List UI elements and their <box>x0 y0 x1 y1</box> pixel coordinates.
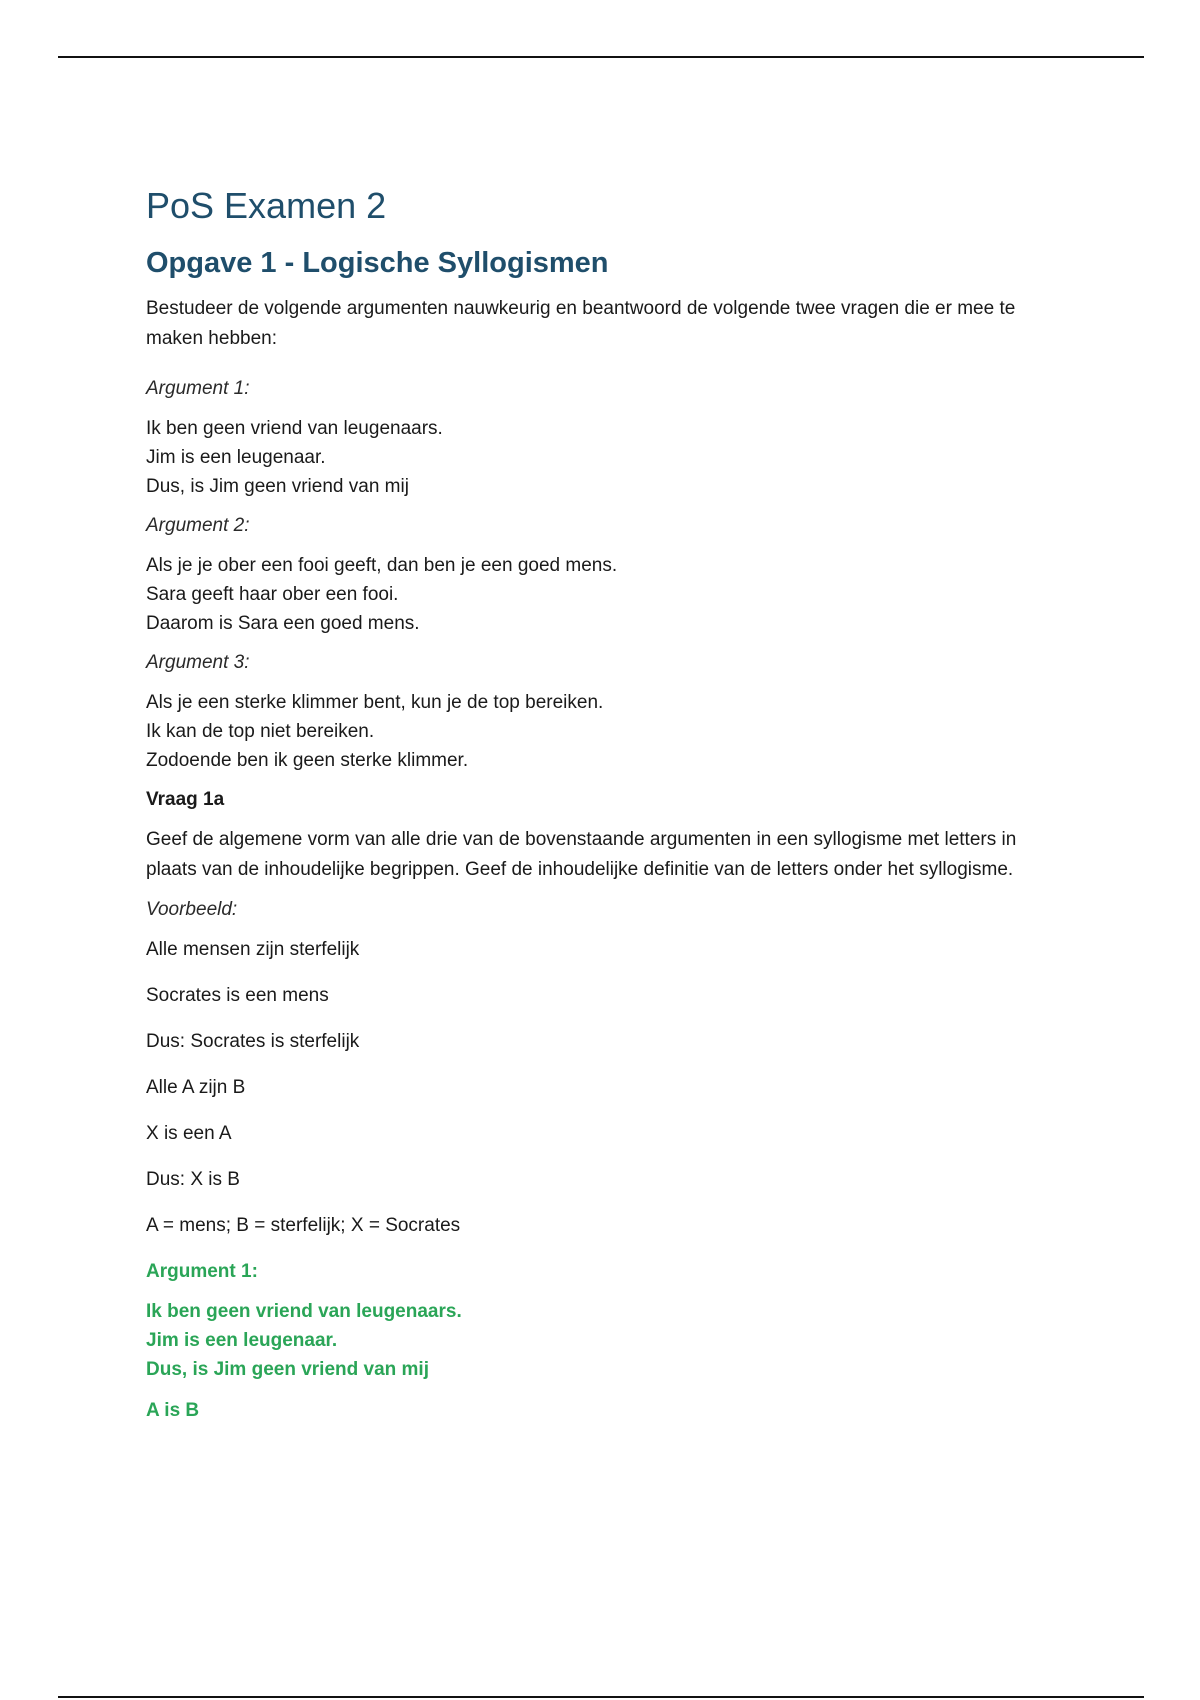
argument-3-lines <box>146 688 1066 775</box>
example-line: X is een A <box>146 1123 232 1144</box>
question-1a-text: Geef de algemene vorm van alle drie van de bovenstaande argumenten in een syllogisme met letters in plaats van de inhoudelijke begrippen. Geef de inhoudelijke definitie van de letters onder het syllogisme. <box>146 829 1017 880</box>
example-label: Voorbeeld: <box>146 899 238 920</box>
argument-1-label: Argument 1: <box>146 378 250 399</box>
example-line: A = mens; B = sterfelijk; X = Socrates <box>146 1215 461 1236</box>
example-line: Alle A zijn B <box>146 1077 246 1098</box>
argument-2-lines <box>146 551 1066 638</box>
argument-3-line: Ik kan de top niet bereiken. <box>146 721 375 742</box>
top-rule <box>58 56 1144 58</box>
argument-2-label: Argument 2: <box>146 515 250 536</box>
answer-line: Ik ben geen vriend van leugenaars. <box>146 1301 462 1322</box>
argument-2-line: Als je je ober een fooi geeft, dan ben je een goed mens. <box>146 555 618 576</box>
argument-1-line: Ik ben geen vriend van leugenaars. <box>146 418 443 439</box>
answer-form: A is B <box>146 1400 200 1421</box>
document-body <box>146 178 1066 1436</box>
answer-line: Jim is een leugenaar. <box>146 1330 338 1351</box>
section-heading: Opgave 1 - Logische Syllogismen <box>146 247 609 279</box>
example-line: Dus: Socrates is sterfelijk <box>146 1031 360 1052</box>
example-line: Socrates is een mens <box>146 985 329 1006</box>
argument-3-line: Als je een sterke klimmer bent, kun je de top bereiken. <box>146 692 604 713</box>
argument-2-line: Sara geeft haar ober een fooi. <box>146 584 399 605</box>
argument-1-lines <box>146 414 1066 501</box>
argument-3-line: Zodoende ben ik geen sterke klimmer. <box>146 750 469 771</box>
intro-paragraph: Bestudeer de volgende argumenten nauwkeurig en beantwoord de volgende twee vragen die er mee te maken hebben: <box>146 298 1016 349</box>
argument-2-line: Daarom is Sara een goed mens. <box>146 613 420 634</box>
answer-argument-1-lines <box>146 1297 1066 1384</box>
argument-3-label: Argument 3: <box>146 652 250 673</box>
question-1a-label: Vraag 1a <box>146 789 225 810</box>
argument-1-line: Jim is een leugenaar. <box>146 447 326 468</box>
answer-argument-1-label: Argument 1: <box>146 1261 258 1282</box>
document-title: PoS Examen 2 <box>146 185 387 226</box>
example-line: Dus: X is B <box>146 1169 240 1190</box>
answer-line: Dus, is Jim geen vriend van mij <box>146 1359 429 1380</box>
bottom-rule <box>58 1696 1144 1698</box>
example-line: Alle mensen zijn sterfelijk <box>146 939 360 960</box>
argument-1-line: Dus, is Jim geen vriend van mij <box>146 476 409 497</box>
